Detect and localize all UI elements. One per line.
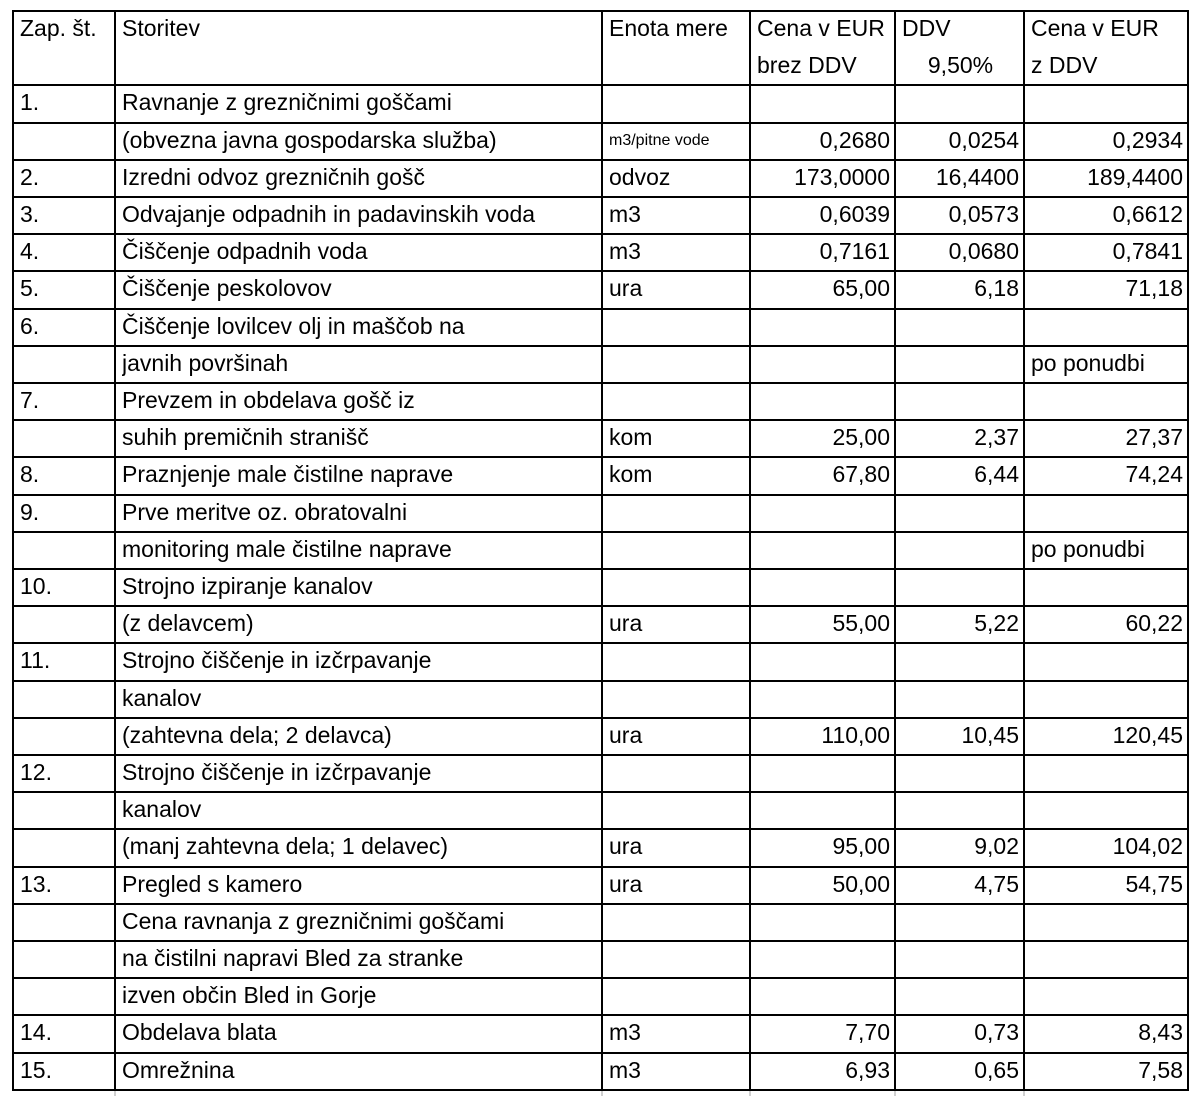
row-number	[20, 903, 110, 940]
row-number: 12.	[20, 759, 52, 785]
vat-amount: 0,0680	[948, 238, 1019, 264]
unit-of-measure: ura	[609, 610, 643, 636]
price-without-vat: 55,00	[832, 610, 890, 636]
service-name: kanalov	[122, 796, 202, 822]
grid-line	[894, 1091, 896, 1096]
price-without-vat: 173,0000	[794, 164, 890, 190]
grid-line	[114, 1091, 116, 1096]
row-number: 2.	[20, 164, 40, 190]
header-cena-brez: Cena v EUR	[757, 15, 885, 41]
price-without-vat: 7,70	[845, 1019, 890, 1045]
price-with-vat: 60,22	[1125, 610, 1183, 636]
price-with-vat: 74,24	[1125, 461, 1183, 487]
unit-of-measure	[609, 345, 745, 382]
service-name: Izredni odvoz grezničnih gošč	[122, 164, 425, 190]
row-number: 13.	[20, 871, 52, 897]
vat-amount: 6,44	[974, 461, 1019, 487]
row-number: 5.	[20, 275, 40, 301]
price-with-vat: 120,45	[1112, 722, 1183, 748]
row-number: 15.	[20, 1057, 52, 1083]
price-without-vat: 0,6039	[819, 201, 890, 227]
column-border	[12, 10, 14, 1091]
service-name: na čistilni napravi Bled za stranke	[122, 945, 464, 971]
service-name: Ravnanje z grezničnimi goščami	[122, 89, 452, 115]
row-number: 9.	[20, 499, 40, 525]
column-border	[1023, 10, 1025, 1091]
price-without-vat	[757, 977, 890, 1014]
price-without-vat: 67,80	[832, 461, 890, 487]
price-without-vat: 110,00	[821, 722, 890, 748]
unit-of-measure: ura	[609, 275, 643, 301]
service-name: Obdelava blata	[122, 1019, 277, 1045]
vat-amount: 0,73	[974, 1019, 1019, 1045]
header-ddv: DDV	[902, 15, 951, 41]
column-border	[749, 10, 751, 1091]
row-number: 10.	[20, 573, 52, 599]
column-border	[601, 10, 603, 1091]
row-number: 14.	[20, 1019, 52, 1045]
price-with-vat: 8,43	[1138, 1019, 1183, 1045]
price-with-vat: 0,7841	[1112, 238, 1183, 264]
price-without-vat: 65,00	[832, 275, 890, 301]
service-name: javnih površinah	[122, 350, 289, 376]
header-zap: Zap. št.	[20, 15, 97, 41]
unit-of-measure: ura	[609, 722, 643, 748]
header-cena-brez-sub: brez DDV	[757, 52, 857, 78]
vat-amount	[902, 977, 1019, 1014]
price-with-vat	[1031, 977, 1183, 1014]
service-name: (manj zahtevna dela; 1 delavec)	[122, 833, 449, 859]
service-name: Prevzem in obdelava gošč iz	[122, 387, 415, 413]
service-name: Strojno izpiranje kanalov	[122, 573, 373, 599]
service-name: Pregled s kamero	[122, 871, 303, 897]
vat-amount	[902, 531, 1019, 568]
row-number: 11.	[20, 647, 51, 673]
vat-amount	[902, 345, 1019, 382]
service-name: Praznjenje male čistilne naprave	[122, 461, 454, 487]
service-name: suhih premičnih stranišč	[122, 424, 369, 450]
price-with-vat: 7,58	[1138, 1057, 1183, 1083]
service-name: izven občin Bled in Gorje	[122, 982, 377, 1008]
header-ddv-rate: 9,50%	[927, 52, 994, 78]
price-without-vat: 25,00	[832, 424, 890, 450]
vat-amount: 9,02	[974, 833, 1019, 859]
unit-of-measure: ura	[609, 833, 643, 859]
unit-of-measure: m3/pitne vode	[609, 132, 710, 149]
grid-line	[601, 1091, 603, 1096]
service-name: (obvezna javna gospodarska služba)	[122, 127, 497, 153]
service-name: Strojno čiščenje in izčrpavanje	[122, 647, 432, 673]
row-number: 6.	[20, 313, 40, 339]
price-with-vat: 0,6612	[1112, 201, 1183, 227]
vat-amount: 10,45	[961, 722, 1019, 748]
service-name: (z delavcem)	[122, 610, 254, 636]
unit-of-measure: m3	[609, 201, 641, 227]
unit-of-measure: odvoz	[609, 164, 671, 190]
price-with-vat: po ponudbi	[1031, 536, 1145, 562]
grid-line	[1023, 1091, 1025, 1096]
service-name: monitoring male čistilne naprave	[122, 536, 452, 562]
grid-line	[749, 1091, 751, 1096]
service-name: Omrežnina	[122, 1057, 235, 1083]
price-without-vat: 0,7161	[819, 238, 890, 264]
service-name: Odvajanje odpadnih in padavinskih voda	[122, 201, 536, 227]
unit-of-measure	[609, 531, 745, 568]
unit-of-measure: ura	[609, 871, 643, 897]
price-with-vat: po ponudbi	[1031, 350, 1145, 376]
price-with-vat: 54,75	[1125, 871, 1183, 897]
column-border	[1187, 10, 1189, 1091]
vat-amount: 2,37	[974, 424, 1019, 450]
price-without-vat: 0,2680	[819, 127, 890, 153]
row-number: 7.	[20, 387, 40, 413]
service-name: Strojno čiščenje in izčrpavanje	[122, 759, 432, 785]
header-cena-z: Cena v EUR	[1031, 15, 1159, 41]
unit-of-measure: m3	[609, 1019, 641, 1045]
column-border	[114, 10, 116, 1091]
service-name: (zahtevna dela; 2 delavca)	[122, 722, 392, 748]
unit-of-measure: kom	[609, 424, 653, 450]
unit-of-measure: kom	[609, 461, 653, 487]
header-enota: Enota mere	[609, 15, 728, 41]
price-without-vat	[757, 531, 890, 568]
price-with-vat: 27,37	[1125, 424, 1183, 450]
price-with-vat: 71,18	[1125, 275, 1183, 301]
column-border	[894, 10, 896, 1091]
unit-of-measure	[609, 977, 745, 1014]
vat-amount: 0,0254	[948, 127, 1019, 153]
service-name: Čiščenje lovilcev olj in maščob na	[122, 313, 465, 339]
price-without-vat	[757, 345, 890, 382]
row-number: 8.	[20, 461, 40, 487]
service-name: Cena ravnanja z grezničnimi goščami	[122, 908, 505, 934]
price-without-vat: 95,00	[832, 833, 890, 859]
service-name: Čiščenje peskolovov	[122, 275, 332, 301]
unit-of-measure: m3	[609, 1057, 641, 1083]
row-number: 1.	[20, 89, 40, 115]
service-name: Prve meritve oz. obratovalni	[122, 499, 408, 525]
service-name: kanalov	[122, 685, 202, 711]
vat-amount: 4,75	[974, 871, 1019, 897]
row-number: 3.	[20, 201, 40, 227]
price-with-vat: 189,4400	[1087, 164, 1183, 190]
header-storitev: Storitev	[122, 15, 200, 41]
price-without-vat: 6,93	[845, 1057, 890, 1083]
price-without-vat: 50,00	[832, 871, 890, 897]
vat-amount: 16,4400	[935, 164, 1019, 190]
vat-amount: 6,18	[974, 275, 1019, 301]
price-with-vat: 0,2934	[1112, 127, 1183, 153]
row-number: 4.	[20, 238, 40, 264]
vat-amount: 0,0573	[948, 201, 1019, 227]
price-with-vat: 104,02	[1112, 833, 1183, 859]
service-name: Čiščenje odpadnih voda	[122, 238, 368, 264]
header-cena-z-sub: z DDV	[1031, 52, 1098, 78]
vat-amount: 5,22	[974, 610, 1019, 636]
vat-amount: 0,65	[974, 1057, 1019, 1083]
unit-of-measure: m3	[609, 238, 641, 264]
